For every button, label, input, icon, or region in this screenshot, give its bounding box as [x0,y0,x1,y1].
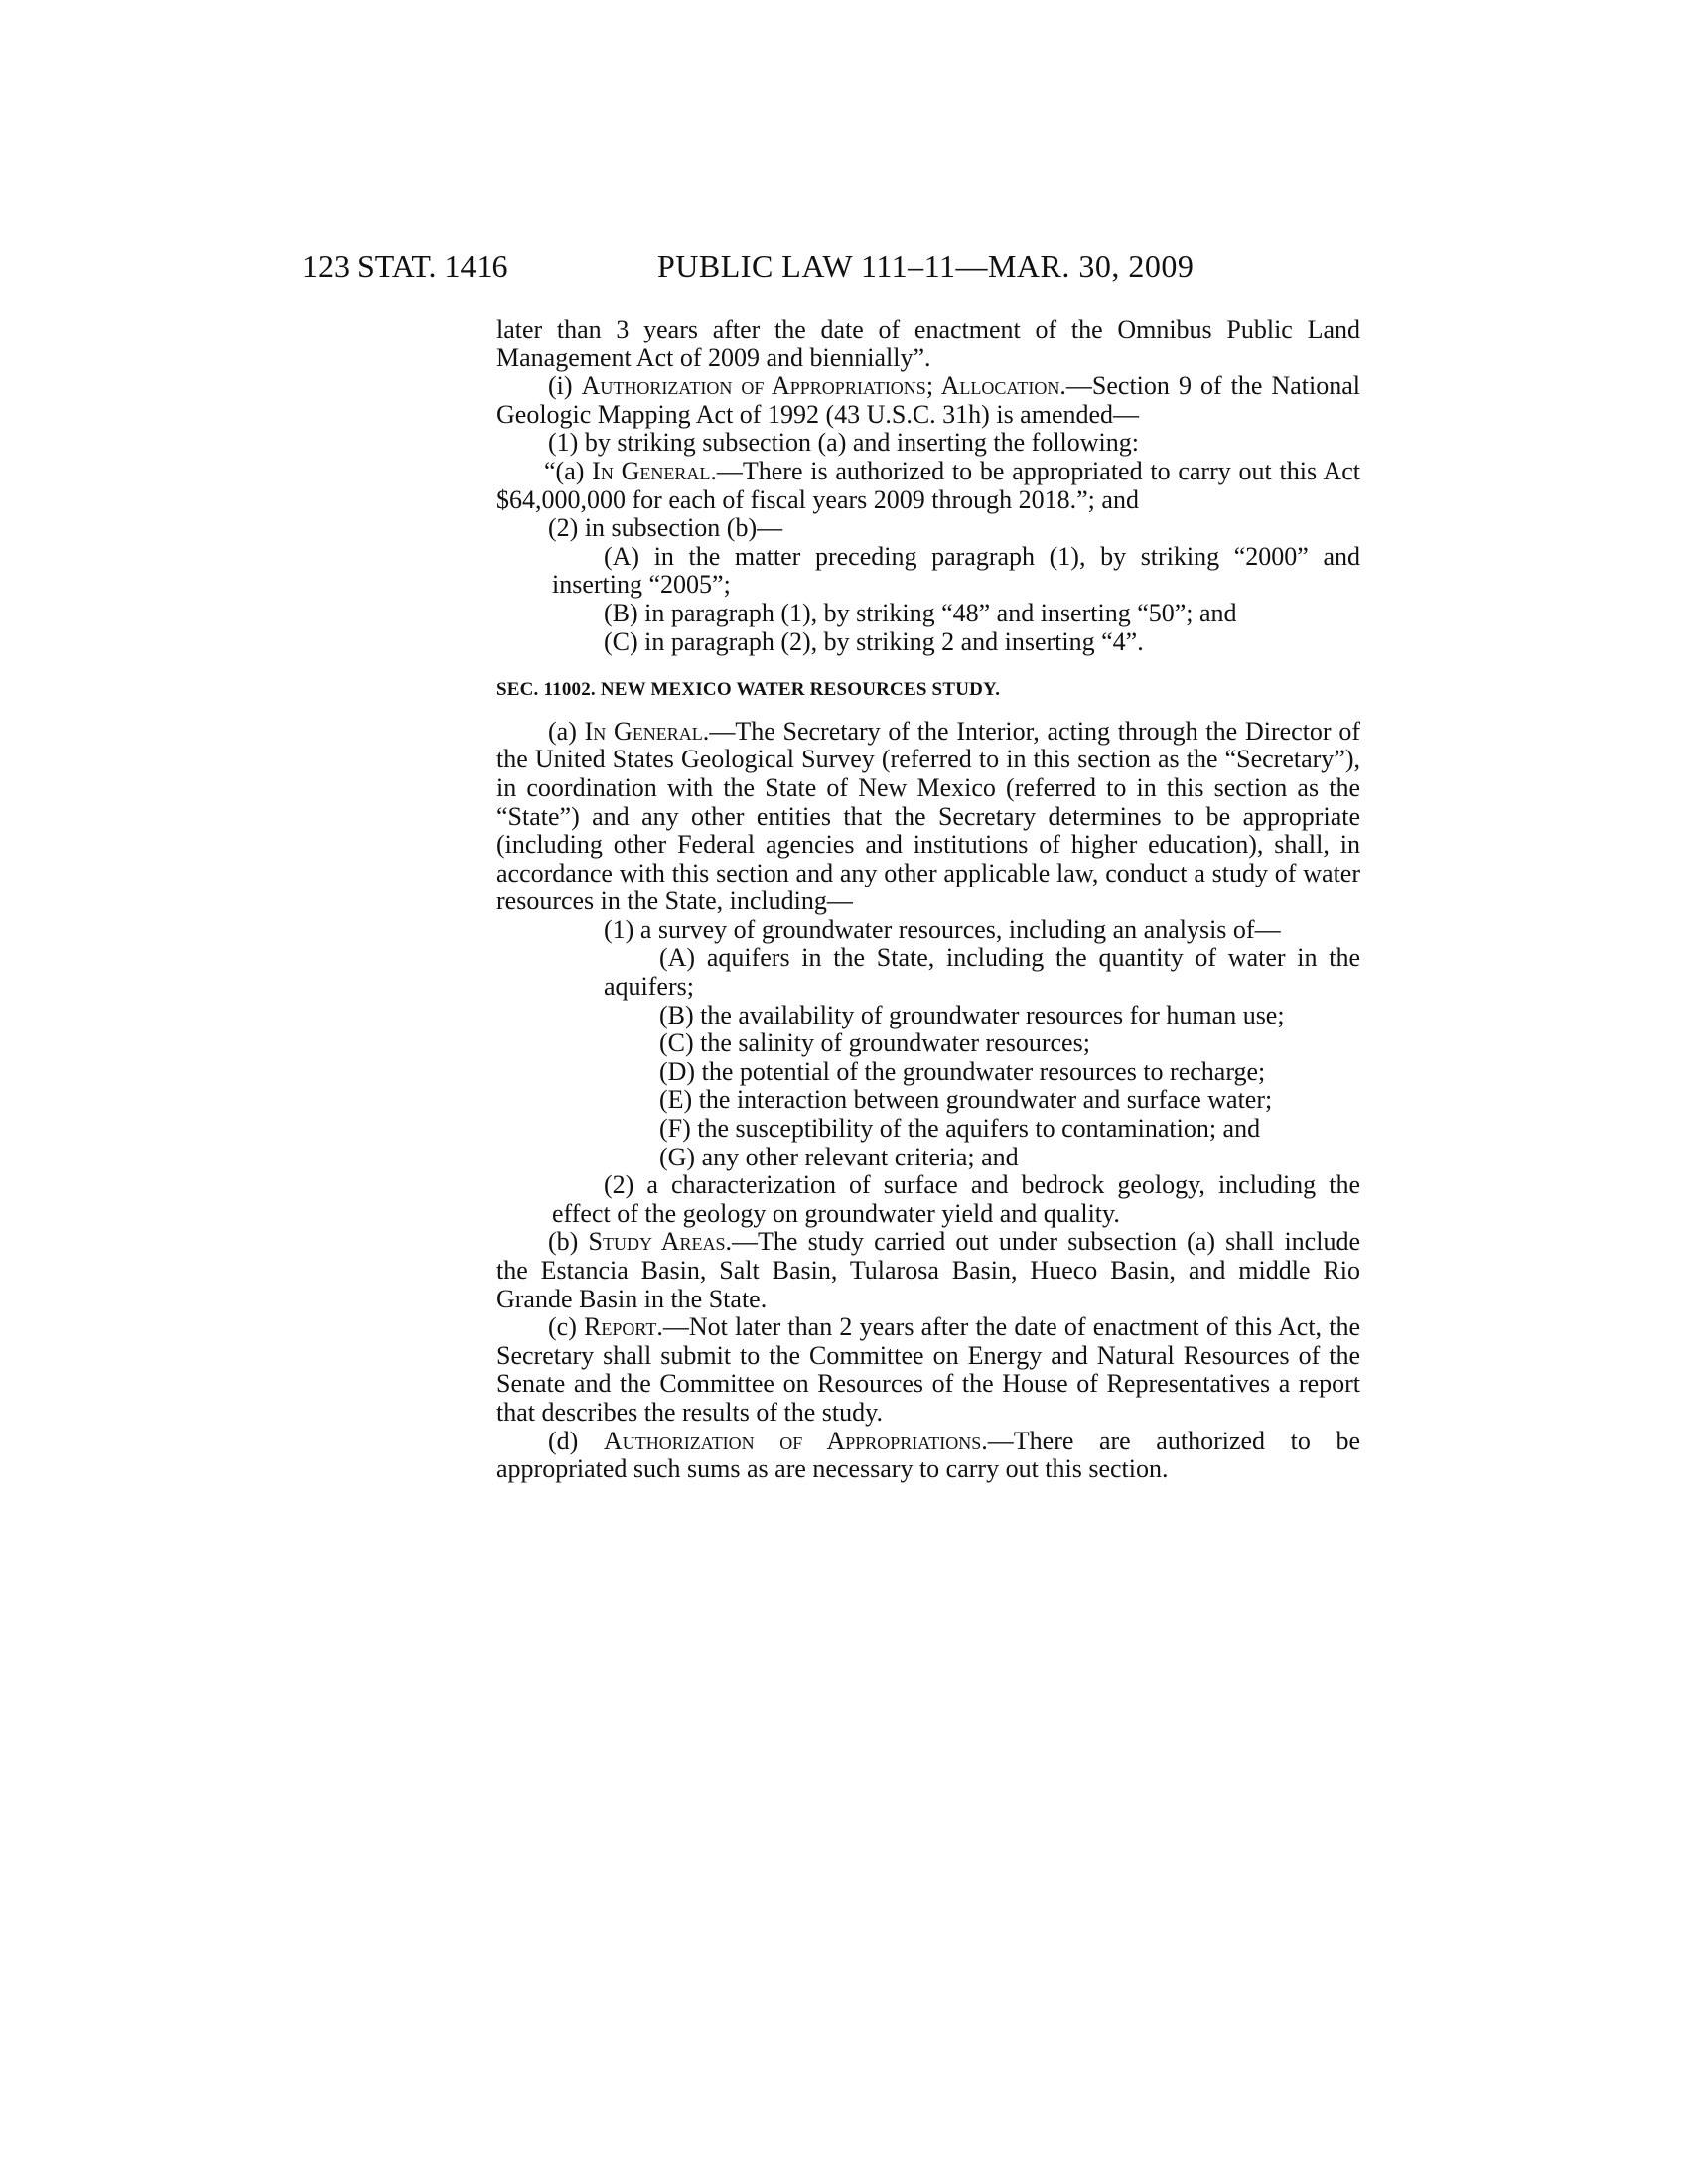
statute-page-number: 123 STAT. 1416 [302,248,508,284]
public-law-title: PUBLIC LAW 111–11—MAR. 30, 2009 [657,248,1195,284]
paragraph-2-geology: (2) a characterization of surface and bedrock geology, including the effect of the geology on groundwater yield and quality. [552,1170,1360,1228]
subsection-d: (d) Authorization of Appropriations.—There are authorized to be appropriated such sums as are necessary to carry out this section. [496,1426,1360,1484]
section-heading: SEC. 11002. NEW MEXICO WATER RESOURCES STUDY. [496,679,1001,701]
subparagraph-c: (C) in paragraph (2), by striking 2 and inserting “4”. [604,626,1144,656]
item-g: (G) any other relevant criteria; and [659,1142,1019,1171]
paragraph-2: (2) in subsection (b)— [548,513,783,543]
subsection-heading: Report. [584,1312,663,1342]
subsection-heading: Study Areas. [588,1227,732,1257]
quoted-subsection-a: “(a) In General.—There is authorized to be appropriated to carry out this Act $64,000,000 for each of fiscal years 2009 through 2018.”; and [496,456,1360,514]
subsection-b: (b) Study Areas.—The study carried out under subsection (a) shall include the Estancia Basin, Salt Basin, Tularosa Basin, Hueco Basin, and middle Rio Grande Basin in the State. [496,1227,1360,1313]
subsection-heading: In General. [592,456,717,485]
document-body [496,316,1360,1484]
item-b: (B) the availability of groundwater resources for human use; [659,1000,1285,1029]
item-a: (A) aquifers in the State, including the quantity of water in the aquifers; [604,943,1360,1002]
subsection-heading: In General. [584,716,710,746]
subsection-heading: Authorization of Appropriations. [603,1426,988,1455]
paragraph-1-survey: (1) a survey of groundwater resources, including an analysis of— [604,914,1281,944]
subsection-a: (a) In General.—The Secretary of the Interior, acting through the Director of the United States Geological Survey (referred to in this section as the “Secretary”), in coordination with the State of New Mexico (referred to in this section as the “State”) and any other entities that the Secretary determines to be appropriate (including other Federal agencies and institutions of higher education), shall, in accordance with this section and any other applicable law, conduct a study of water resources in the State, including— [496,716,1360,916]
page-header [302,246,1209,286]
paragraph-1: (1) by striking subsection (a) and inserting the following: [548,428,1140,458]
subparagraph-a: (A) in the matter preceding paragraph (1), by striking “2000” and inserting “2005”; [552,541,1360,600]
paragraph-continuation: later than 3 years after the date of enactment of the Omnibus Public Land Management Act of 2009 and biennially”. [496,315,1360,372]
item-e: (E) the interaction between groundwater and surface water; [659,1085,1273,1115]
item-d: (D) the potential of the groundwater resources to recharge; [659,1056,1266,1086]
item-c: (C) the salinity of groundwater resources; [659,1028,1090,1058]
subsection-heading: Authorization of Appropriations; Allocation. [581,371,1066,401]
subparagraph-b: (B) in paragraph (1), by striking “48” and inserting “50”; and [604,598,1237,627]
subsection-c: (c) Report.—Not later than 2 years after the date of enactment of this Act, the Secretary shall submit to the Committee on Energy and Natural Resources of the Senate and the Committee on Resources of the House of Representatives a report that describes the results of the study. [496,1312,1361,1427]
subsection-i: (i) Authorization of Appropriations; Allocation.—Section 9 of the National Geologic Mapping Act of 1992 (43 U.S.C. 31h) is amended— [496,371,1361,429]
item-f: (F) the susceptibility of the aquifers to contamination; and [659,1114,1261,1144]
